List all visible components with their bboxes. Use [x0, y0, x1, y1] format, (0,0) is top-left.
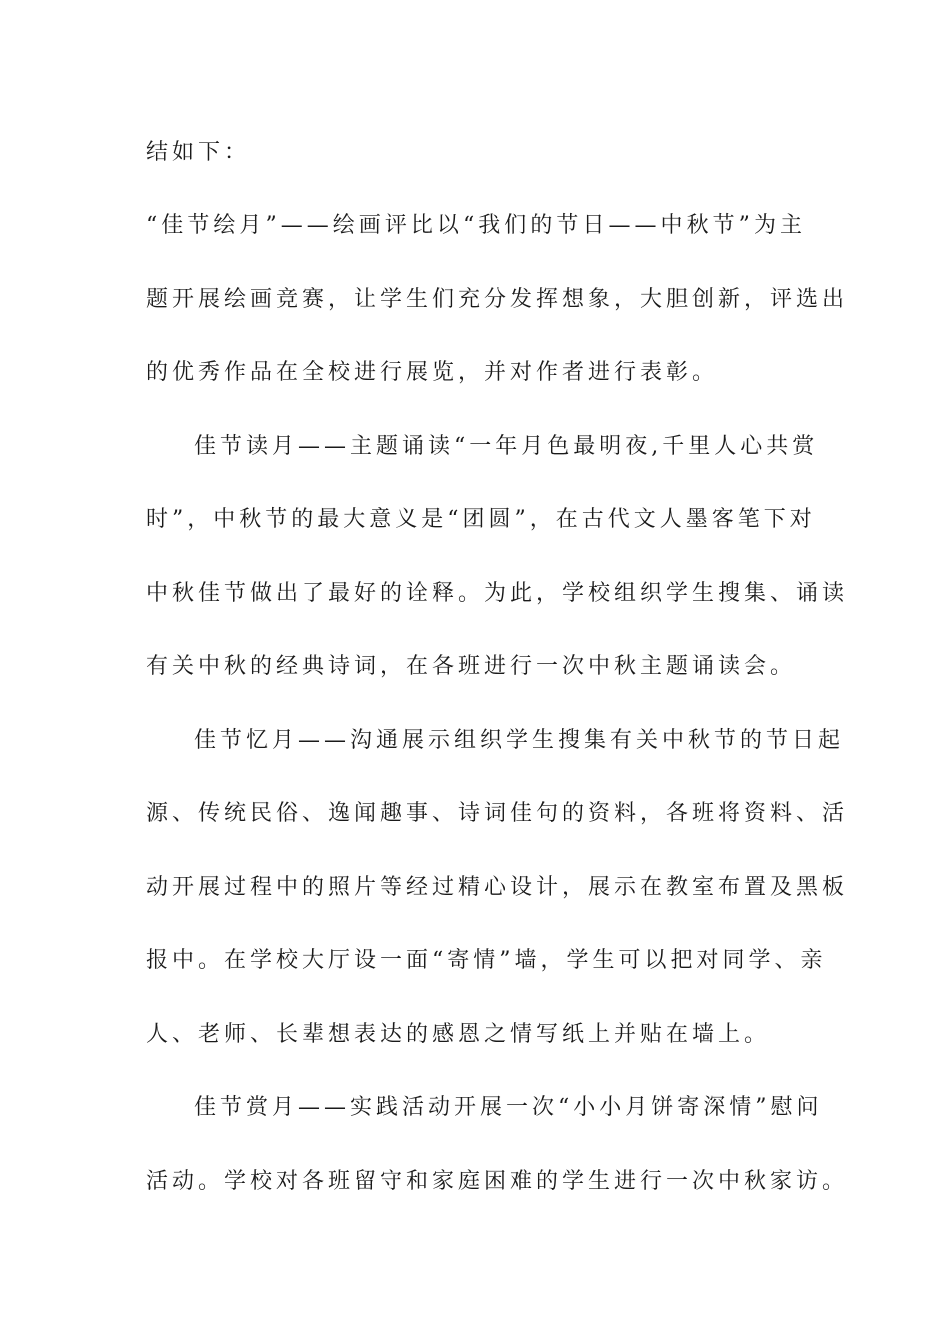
text-line-6: 时”，中秋节的最大意义是“团圆”，在古代文人墨客笔下对 [146, 507, 816, 532]
text-line-14: 佳节赏月——实践活动开展一次“小小月饼寄深情”慰问 [194, 1095, 823, 1120]
text-line-8: 有关中秋的经典诗词，在各班进行一次中秋主题诵读会。 [146, 654, 797, 679]
text-line-15: 活动。学校对各班留守和家庭困难的学生进行一次中秋家访。 [146, 1169, 849, 1194]
text-line-5: 佳节读月——主题诵读“一年月色最明夜,千里人心共赏 [194, 434, 819, 459]
text-line-1: 结如下： [146, 140, 251, 165]
text-line-7: 中秋佳节做出了最好的诠释。为此，学校组织学生搜集、诵读 [146, 581, 849, 606]
text-line-11: 动开展过程中的照片等经过精心设计，展示在教室布置及黑板 [146, 875, 849, 900]
text-line-3: 题开展绘画竞赛，让学生们充分发挥想象，大胆创新，评选出 [146, 287, 849, 312]
text-line-12: 报中。在学校大厅设一面“寄情”墙，学生可以把对同学、亲 [146, 948, 827, 973]
text-line-9: 佳节忆月——沟通展示组织学生搜集有关中秋节的节日起 [194, 728, 845, 753]
text-line-2: “佳节绘月”——绘画评比以“我们的节日——中秋节”为主 [146, 213, 806, 238]
text-line-4: 的优秀作品在全校进行展览，并对作者进行表彰。 [146, 360, 719, 385]
text-line-10: 源、传统民俗、逸闻趣事、诗词佳句的资料，各班将资料、活 [146, 801, 849, 826]
text-line-13: 人、老师、长辈想表达的感恩之情写纸上并贴在墙上。 [146, 1022, 771, 1047]
